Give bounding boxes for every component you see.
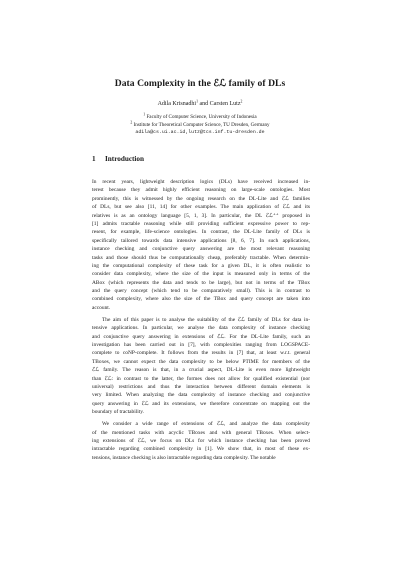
text-line: ABox (which represents the data and tends to be large), but not in terms of the TBox [92, 279, 310, 286]
text-line: relatives is as an ontology language [5, 1, 3]. In particular, the DL ℰℒ⁺⁺ proposed in [92, 212, 310, 219]
author-name: Adila Krisnadhi [157, 101, 197, 107]
text-line: of DLs, but see also [11, 14] for other examples. The main application of ℰℒ and its [92, 204, 310, 211]
text-line: boundary of tractability. [92, 409, 144, 416]
text-line: The aim of this paper is to analyse the suitability of the ℰℒ family of DLs for data in- [102, 316, 310, 323]
paragraph [92, 316, 310, 417]
text-line: instance checking and conjunctive query answering are the most relevant reasoning [92, 246, 310, 253]
text-line: We consider a wide range of extensions of ℰℒ, and analyze the data complexity [102, 421, 310, 428]
affiliation-text: Faculty of Computer Science, University of Indonesia [145, 114, 257, 120]
body-text [92, 178, 310, 462]
text-line: tasks and those should thus be computationally cheap, preferably tractable. When determin- [92, 254, 310, 261]
text-line: ℰℒ family. The reason is that, in a crucial aspect, DL-Lite is even more lightweight [92, 367, 310, 374]
text-line: tensions, instance checking is also intractable regarding data complexity. The notable [92, 454, 276, 461]
text-line: In recent years, lightweight description logics (DLs) have received increased in- [92, 179, 310, 185]
text-line: specifically tailored towards data intensive applications [8, 6, 7]. In such applications, [92, 237, 310, 244]
text-line: resent, for example, life-science ontologies. In contrast, the DL-Lite family of DLs is [92, 229, 310, 236]
author-name: Carsten Lutz [209, 101, 241, 107]
text-line: ing extensions of ℰℒ, we focus on DLs for which instance checking has been proved [92, 437, 310, 444]
text-line: than ℰℒ: in contrast to the latter, the formes does not allow for qualified existential (nor [92, 375, 310, 382]
text-line: intractable regarding combined complexity in [1]. We show that, in most of these ex- [92, 446, 310, 453]
paragraph [92, 420, 310, 462]
paper-title: Data Complexity in the ℰℒ family of DLs [114, 78, 286, 89]
text-line: query answering in ℰℒ and its extensions, we therefore concentrate on mapping out the [92, 400, 310, 407]
author-separator: and [198, 101, 210, 107]
text-line: very limited. When analyzing the data complexity of instance checking and conjunctive [92, 392, 310, 399]
section-title: Introduction [105, 155, 145, 163]
text-line: ing the computational complexity of these task for a given DL, it is often realistic to [92, 262, 310, 269]
text-line: account. [92, 304, 111, 311]
text-line: combined complexity, where also the size of the TBox and query concept are taken into [92, 296, 310, 303]
text-line: and conjunctive query answering in extensions of ℰℒ. For the DL-Lite family, such an [92, 333, 310, 340]
author-emails: adila@cs.ui.ac.id,lutz@tcs.inf.tu-dresden.de [135, 130, 265, 135]
text-line: terest because they admit highly efficient reasoning on large-scale ontologies. Most [92, 187, 310, 194]
author-line [0, 101, 400, 107]
text-line: consider data complexity, where the size of the input is measured only in terms of the [92, 271, 310, 278]
text-line: and the query concept (which tend to be comparatively small). This is in contrast to [92, 288, 310, 295]
section-heading [92, 155, 144, 163]
affiliation-2 [0, 122, 400, 128]
affiliation-mark: 1 [196, 99, 198, 104]
text-line: complete to coNP-complete. It follows from the results in [7] that, at least w.r.t. general [92, 350, 310, 357]
affiliation-1 [0, 114, 400, 120]
paragraph [92, 178, 310, 312]
text-line: investigation has been carried out in [7], with complexities ranging from LOGSPACE- [92, 342, 310, 349]
affiliation-mark: 2 [240, 99, 243, 104]
text-line: TBoxes, we cannot expect the data complexity to be below PTIME for members of the [92, 358, 310, 365]
text-line: [1] admits tractable reasoning while still providing sufficient expressive power to rep- [92, 220, 310, 227]
section-number: 1 [92, 155, 96, 163]
text-line: prominently, this is witnessed by the ongoing research on the DL-Lite and ℰℒ families [92, 195, 310, 202]
affiliation-mark: 2 [130, 120, 133, 125]
text-line: universal) restrictions and thus the interaction between different domain elements is [92, 383, 310, 390]
text-line: of the mentioned tasks with acyclic TBoxes and with general TBoxes. When select- [92, 429, 310, 436]
affiliation-mark: 1 [143, 112, 146, 117]
affiliation-text: Institute for Theoretical Computer Science, TU Dresden, Germany [132, 122, 270, 128]
text-line: tensive applications. In particular, we analyse the data complexity of instance checking [92, 325, 310, 332]
